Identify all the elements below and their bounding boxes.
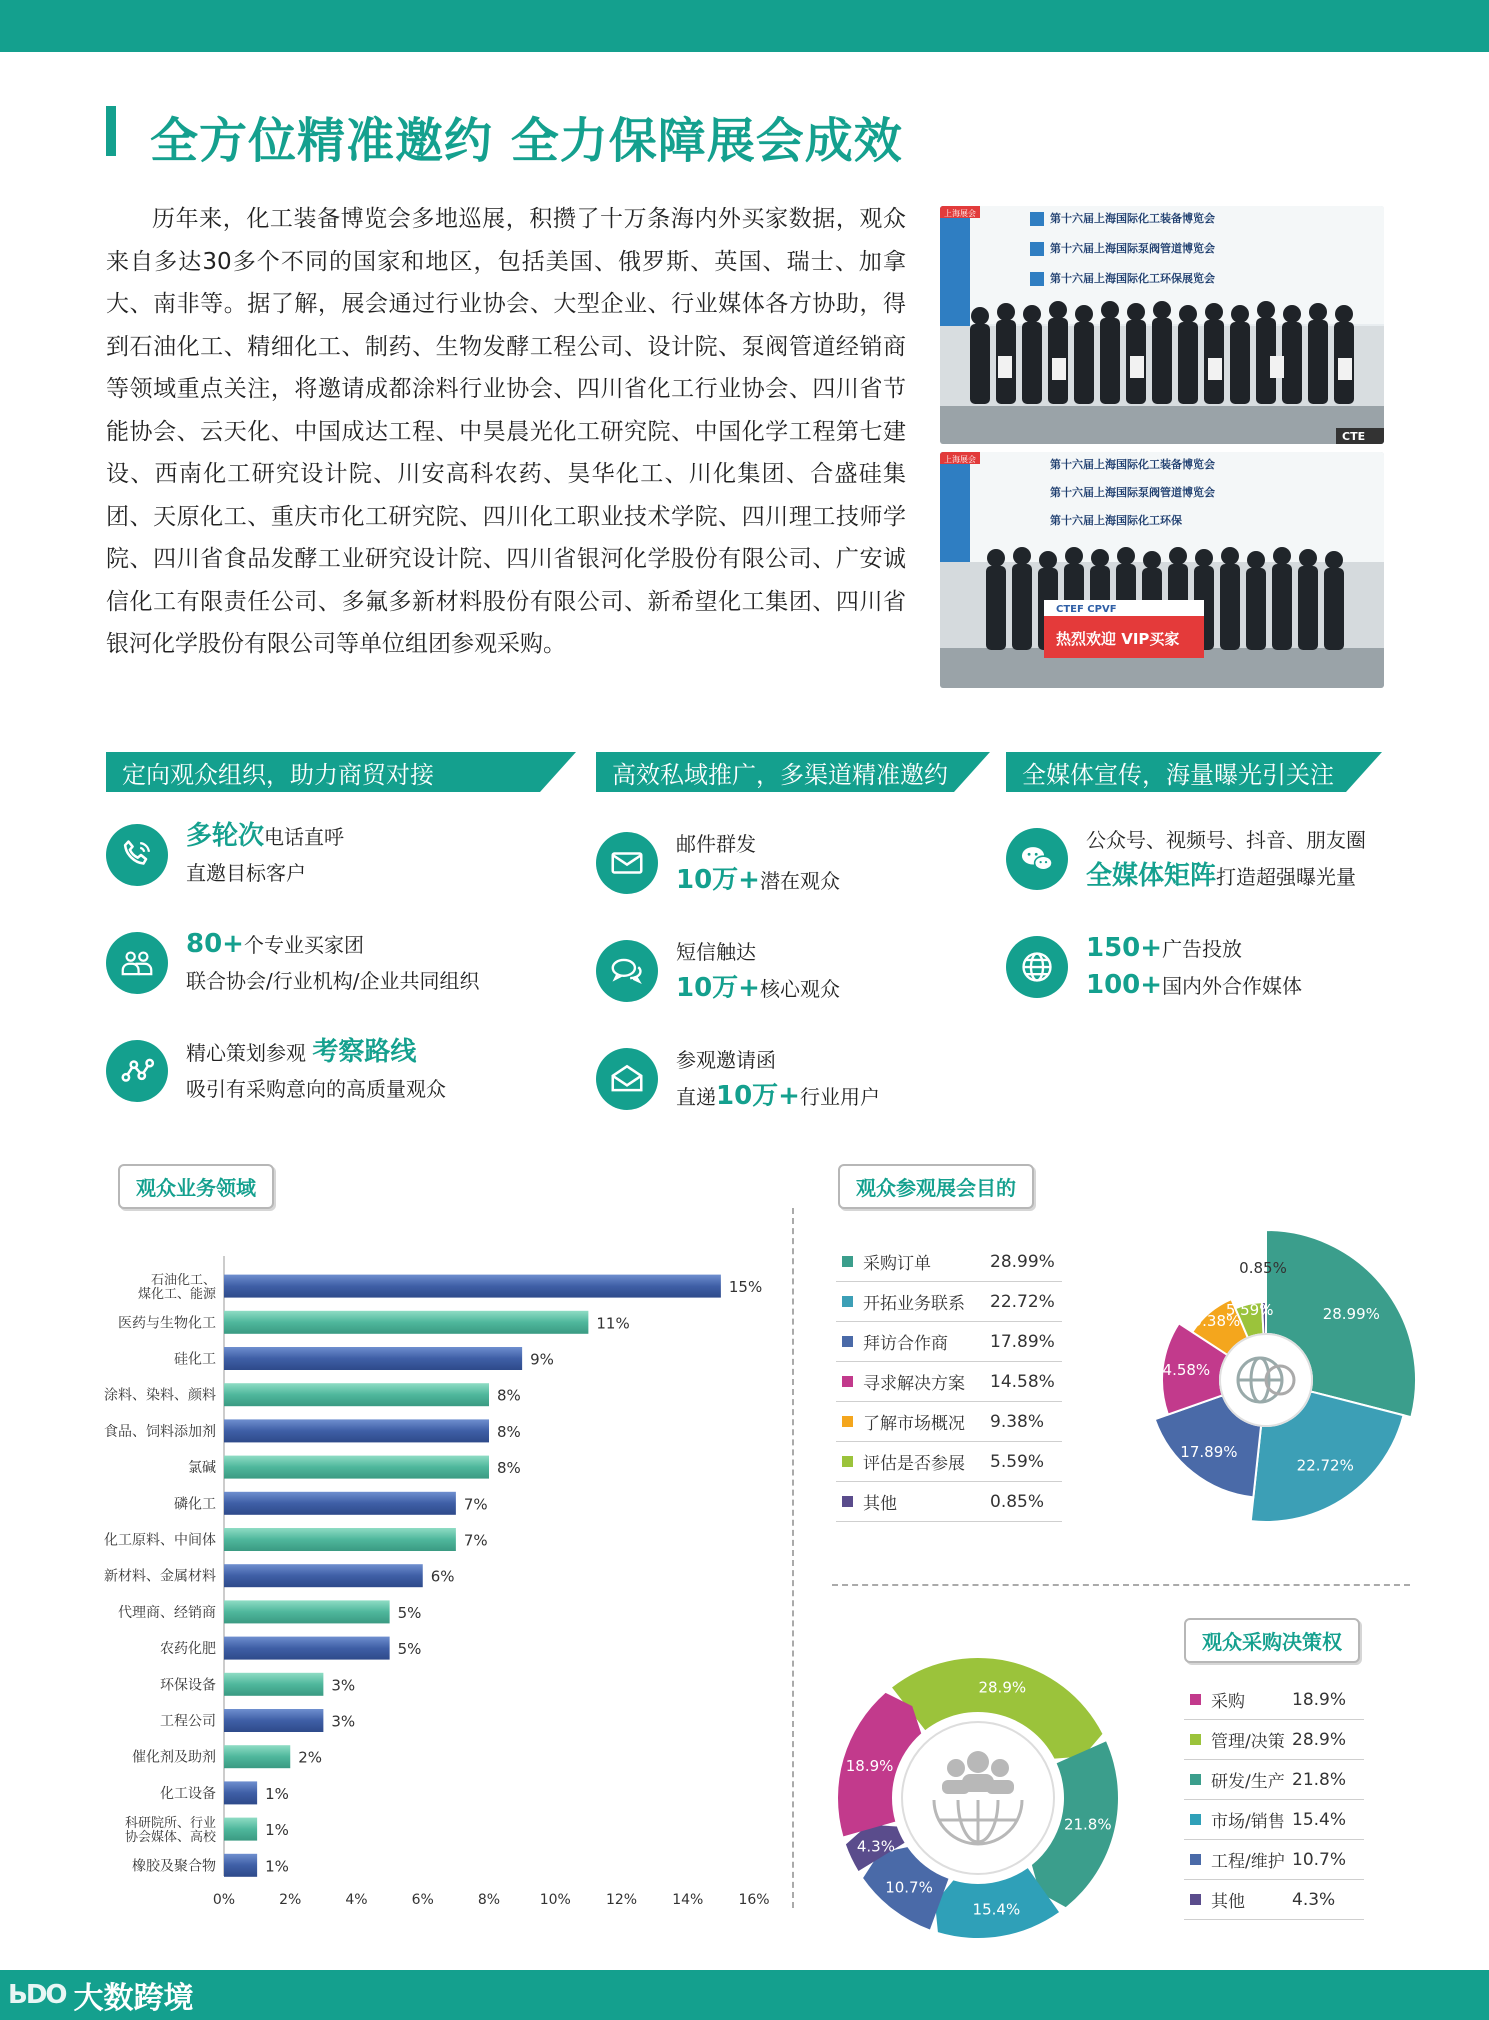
legend-row bbox=[1184, 1840, 1364, 1880]
feature-media-highlight: 全媒体矩阵 bbox=[1086, 861, 1217, 891]
legend-row bbox=[836, 1482, 1062, 1522]
photo-2-illustration bbox=[940, 452, 1384, 688]
legend-row bbox=[1184, 1680, 1364, 1720]
feature-visit-route bbox=[106, 1034, 446, 1107]
photo-1-line-2: 第十六届上海国际泵阀管道博览会 bbox=[1050, 242, 1215, 255]
legend-swatch bbox=[842, 1376, 853, 1387]
feature-media-matrix bbox=[1006, 822, 1366, 895]
legend-value: 28.99% bbox=[990, 1251, 1055, 1272]
legend-row bbox=[1184, 1880, 1364, 1920]
bar-category-label: 石油化工、 bbox=[150, 1273, 216, 1289]
group-icon bbox=[106, 932, 168, 994]
legend-label: 开拓业务联系 bbox=[863, 1294, 965, 1314]
cycle-value-label: 4.3% bbox=[856, 1837, 895, 1856]
legend-value: 10.7% bbox=[1292, 1849, 1347, 1870]
cycle-value-label: 28.9% bbox=[978, 1678, 1027, 1697]
rose-value-label: 22.72% bbox=[1296, 1456, 1354, 1475]
wechat-icon bbox=[1006, 828, 1068, 890]
mail-icon bbox=[596, 832, 658, 894]
legend-label: 研发/生产 bbox=[1211, 1772, 1285, 1792]
bar bbox=[224, 1347, 522, 1370]
feature-invitation-prefix: 直递 bbox=[676, 1085, 716, 1109]
globe-icon bbox=[1006, 936, 1068, 998]
banner-audience-organization bbox=[106, 752, 540, 792]
feature-route-highlight: 考察路线 bbox=[312, 1037, 417, 1067]
bar bbox=[224, 1275, 721, 1298]
rose-value-label: 0.85% bbox=[1239, 1259, 1287, 1278]
feature-email-line2: 潜在观众 bbox=[759, 869, 840, 893]
bar-value-label: 6% bbox=[430, 1567, 455, 1586]
legend-swatch bbox=[1190, 1854, 1201, 1865]
banner-private-promotion bbox=[596, 752, 954, 792]
rose-value-label: 28.99% bbox=[1322, 1304, 1380, 1323]
feature-sms-line1: 短信触达 bbox=[676, 940, 756, 964]
bar-category-label: 橡胶及聚合物 bbox=[132, 1858, 216, 1875]
feature-sms bbox=[596, 934, 840, 1007]
bar bbox=[224, 1709, 323, 1732]
intro-paragraph: 历年来，化工装备博览会多地巡展，积攒了十万条海内外买家数据，观众来自多达30多个不同的国家和地区，包括美国、俄罗斯、英国、瑞士、加拿大、南非等。据了解，展会通过行业协会、大型企业、行业媒体各方协助，得到石油化工、精细化工、制药、生物发酵工程公司、设计院、泵阀管道经销商等领域重点关注，将邀请成都涂料行业协会、四川省化工行业协会、四川省节能协会、云天化、中国成达工程、中昊晨光化工研究院、中国化学工程第七建设、西南化工研究设计院、川安高科农药、昊华化工、川化集团、合盛硅集团、天原化工、重庆市化工研究院、四川化工职业技术学院、四川理工技师学院、四川省食品发酵工业研究设计院、四川省银河化学股份有限公司、广安诚信化工有限责任公司、多氟多新材料股份有限公司、新希望化工集团、四川省银河化学股份有限公司等单位组团参观采购。 bbox=[106, 206, 906, 657]
legend-value: 28.9% bbox=[1292, 1729, 1347, 1750]
photo-2-banner: 热烈欢迎 VIP买家 bbox=[1056, 630, 1180, 648]
photo-2-banner-top: CTEF CPVF bbox=[1056, 604, 1117, 615]
legend-label: 其他 bbox=[1211, 1892, 1245, 1912]
footer-logo-mark: ЬDO bbox=[8, 1980, 66, 2010]
photo-2-line-1: 第十六届上海国际化工装备博览会 bbox=[1050, 458, 1215, 471]
bar-x-tick-label: 4% bbox=[345, 1892, 368, 1908]
bar bbox=[224, 1456, 489, 1479]
purchase-decision-cycle-chart bbox=[828, 1648, 1128, 1948]
bar-category-label: 磷化工 bbox=[174, 1496, 216, 1513]
business-field-bar-chart bbox=[60, 1250, 780, 1920]
bar-value-label: 5% bbox=[397, 1640, 422, 1659]
bar bbox=[224, 1637, 390, 1660]
bar bbox=[224, 1600, 390, 1623]
bar bbox=[224, 1528, 456, 1551]
bar-category-label: 科研院所、行业 bbox=[124, 1816, 216, 1832]
bar-x-tick-label: 16% bbox=[738, 1892, 770, 1908]
legend-swatch bbox=[1190, 1894, 1201, 1905]
bar-x-tick-label: 6% bbox=[411, 1892, 434, 1908]
photo-1-line-3: 第十六届上海国际化工环保展览会 bbox=[1050, 272, 1215, 285]
rose-value-label: 14.58% bbox=[1152, 1360, 1211, 1379]
legend-value: 21.8% bbox=[1292, 1769, 1347, 1790]
feature-ads-line1: 广告投放 bbox=[1162, 937, 1243, 961]
purpose-legend bbox=[836, 1242, 1062, 1522]
legend-label: 拜访合作商 bbox=[863, 1334, 948, 1354]
bar-value-label: 8% bbox=[497, 1422, 521, 1441]
legend-value: 4.3% bbox=[1292, 1889, 1336, 1910]
feature-ads-highlight: 150+ bbox=[1086, 933, 1163, 963]
feature-media-count-highlight: 100+ bbox=[1086, 970, 1163, 1000]
bar-category-label: 环保设备 bbox=[160, 1677, 216, 1694]
feature-groups-line1: 个专业买家团 bbox=[243, 933, 364, 957]
envelope-open-icon bbox=[596, 1048, 658, 1110]
bar-value-label: 1% bbox=[265, 1821, 289, 1840]
bar-category-label: 涂料、染料、颜料 bbox=[104, 1387, 216, 1404]
bar-value-label: 2% bbox=[298, 1748, 323, 1767]
bar-x-tick-label: 8% bbox=[477, 1892, 501, 1908]
legend-swatch bbox=[842, 1336, 853, 1347]
cycle-value-label: 18.9% bbox=[845, 1757, 894, 1776]
feature-advertising bbox=[1006, 930, 1302, 1004]
legend-label: 寻求解决方案 bbox=[863, 1374, 965, 1394]
feature-media-line1: 公众号、视频号、抖音、朋友圈 bbox=[1086, 828, 1366, 852]
legend-value: 17.89% bbox=[990, 1331, 1055, 1352]
cycle-value-label: 21.8% bbox=[1063, 1815, 1112, 1834]
legend-value: 18.9% bbox=[1292, 1689, 1347, 1710]
feature-buyer-groups bbox=[106, 926, 479, 999]
photo-2-line-2: 第十六届上海国际泵阀管道博览会 bbox=[1050, 486, 1215, 499]
legend-row bbox=[1184, 1760, 1364, 1800]
cycle-value-label: 15.4% bbox=[972, 1900, 1021, 1919]
bar-category-label: 食品、饲料添加剂 bbox=[104, 1423, 216, 1440]
bar-x-tick-label: 12% bbox=[605, 1892, 638, 1908]
bar-value-label: 1% bbox=[265, 1784, 289, 1803]
legend-label: 工程/维护 bbox=[1211, 1852, 1285, 1872]
banner-media-promotion bbox=[1006, 752, 1346, 792]
feature-phone-line2: 直邀目标客户 bbox=[186, 861, 306, 885]
legend-swatch bbox=[1190, 1814, 1201, 1825]
horizontal-divider bbox=[832, 1584, 1410, 1586]
decision-legend bbox=[1184, 1680, 1364, 1920]
legend-swatch bbox=[842, 1456, 853, 1467]
feature-route-line1: 精心策划参观 bbox=[186, 1041, 313, 1065]
feature-groups-highlight: 80+ bbox=[186, 929, 244, 959]
legend-label: 了解市场概况 bbox=[863, 1414, 965, 1434]
legend-value: 14.58% bbox=[990, 1371, 1055, 1392]
legend-swatch bbox=[1190, 1734, 1201, 1745]
tag-purchase-decision: 观众采购决策权 bbox=[1184, 1618, 1360, 1663]
photo-1-corner: 上海展会 bbox=[944, 209, 976, 218]
bar-value-label: 7% bbox=[463, 1495, 488, 1514]
bar-category-label: 硅化工 bbox=[174, 1351, 216, 1368]
bar-category-label: 新材料、金属材料 bbox=[104, 1568, 216, 1585]
legend-swatch bbox=[842, 1296, 853, 1307]
bar-category-label: 催化剂及助剂 bbox=[132, 1749, 216, 1766]
bar-category-label: 代理商、经销商 bbox=[118, 1604, 216, 1621]
exhibition-photo-2 bbox=[940, 452, 1384, 688]
phone-icon bbox=[106, 824, 168, 886]
feature-sms-highlight: 10万+ bbox=[676, 973, 760, 1003]
banner-2-label: 高效私域推广，多渠道精准邀约 bbox=[612, 760, 948, 789]
bar bbox=[224, 1311, 588, 1334]
legend-row bbox=[836, 1282, 1062, 1322]
legend-swatch bbox=[1190, 1774, 1201, 1785]
legend-label: 采购 bbox=[1211, 1692, 1245, 1712]
legend-label: 评估是否参展 bbox=[863, 1454, 965, 1474]
legend-row bbox=[836, 1402, 1062, 1442]
legend-value: 5.59% bbox=[990, 1451, 1045, 1472]
legend-row bbox=[1184, 1800, 1364, 1840]
footer-logo bbox=[8, 1975, 194, 2015]
feature-route-line2: 吸引有采购意向的高质量观众 bbox=[186, 1077, 446, 1101]
feature-groups-line2: 联合协会/行业机构/企业共同组织 bbox=[186, 969, 480, 993]
vertical-divider bbox=[792, 1208, 794, 1908]
tag-visit-purpose: 观众参观展会目的 bbox=[838, 1164, 1034, 1209]
legend-label: 其他 bbox=[863, 1494, 897, 1514]
rose-value-label: 5.59% bbox=[1225, 1300, 1274, 1319]
photo-2-corner: 上海展会 bbox=[944, 455, 976, 464]
legend-swatch bbox=[842, 1256, 853, 1267]
bar bbox=[224, 1419, 489, 1442]
legend-label: 管理/决策 bbox=[1211, 1732, 1285, 1752]
legend-swatch bbox=[1190, 1694, 1201, 1705]
feature-phone-call bbox=[106, 818, 344, 891]
photo-2-line-3: 第十六届上海国际化工环保 bbox=[1050, 514, 1182, 527]
bar-category-label: 农药化肥 bbox=[160, 1641, 216, 1658]
exhibition-photo-1 bbox=[940, 206, 1384, 444]
bar bbox=[224, 1673, 323, 1696]
legend-swatch bbox=[842, 1416, 853, 1427]
tag-business-field: 观众业务领域 bbox=[118, 1164, 274, 1209]
title-accent-bar bbox=[106, 106, 116, 156]
bar bbox=[224, 1383, 489, 1406]
bar-category-label: 化工原料、中间体 bbox=[104, 1532, 216, 1549]
legend-value: 0.85% bbox=[990, 1491, 1045, 1512]
bar-x-tick-label: 0% bbox=[212, 1892, 236, 1908]
legend-label: 采购订单 bbox=[863, 1254, 931, 1274]
bar-value-label: 3% bbox=[331, 1676, 356, 1695]
bar-value-label: 1% bbox=[265, 1857, 289, 1876]
feature-phone-line1: 电话直呼 bbox=[264, 825, 345, 849]
legend-value: 15.4% bbox=[1292, 1809, 1347, 1830]
visit-purpose-rose-chart bbox=[1100, 1180, 1420, 1540]
bar-category-label: 煤化工、能源 bbox=[137, 1287, 216, 1303]
bar-value-label: 8% bbox=[497, 1459, 521, 1478]
bar bbox=[224, 1745, 290, 1768]
bar bbox=[224, 1781, 257, 1804]
legend-label: 市场/销售 bbox=[1211, 1812, 1285, 1832]
legend-row bbox=[836, 1242, 1062, 1282]
bar-value-label: 15% bbox=[728, 1278, 763, 1297]
bar-category-label: 协会媒体、高校 bbox=[124, 1830, 216, 1846]
bar bbox=[224, 1564, 423, 1587]
bar-x-tick-label: 2% bbox=[279, 1892, 302, 1908]
legend-row bbox=[836, 1362, 1062, 1402]
cycle-center bbox=[902, 1722, 1054, 1874]
feature-ads-line2: 国内外合作媒体 bbox=[1162, 974, 1303, 998]
route-icon bbox=[106, 1040, 168, 1102]
bar-category-label: 工程公司 bbox=[160, 1713, 216, 1730]
legend-swatch bbox=[842, 1496, 853, 1507]
bar-x-tick-label: 14% bbox=[672, 1892, 704, 1908]
bar-value-label: 8% bbox=[497, 1386, 521, 1405]
bar-category-label: 氯碱 bbox=[188, 1460, 216, 1477]
bottom-bar bbox=[0, 1970, 1489, 2020]
legend-value: 9.38% bbox=[990, 1411, 1045, 1432]
bar-value-label: 11% bbox=[596, 1314, 630, 1333]
rose-value-label: 9.38% bbox=[1192, 1312, 1241, 1331]
top-bar bbox=[0, 0, 1489, 52]
chat-icon bbox=[596, 940, 658, 1002]
page-title: 全方位精准邀约 全力保障展会成效 bbox=[150, 113, 903, 169]
bar bbox=[224, 1492, 456, 1515]
legend-row bbox=[836, 1322, 1062, 1362]
bar bbox=[224, 1854, 257, 1877]
feature-email-highlight: 10万+ bbox=[676, 865, 760, 895]
bar bbox=[224, 1818, 257, 1841]
footer-logo-text: 大数跨境 bbox=[73, 1981, 194, 2016]
banner-1-label: 定向观众组织，助力商贸对接 bbox=[122, 760, 434, 789]
feature-sms-line2: 核心观众 bbox=[759, 977, 840, 1001]
bar-value-label: 3% bbox=[331, 1712, 356, 1731]
rose-value-label: 17.89% bbox=[1180, 1443, 1238, 1462]
feature-phone-highlight: 多轮次 bbox=[186, 821, 265, 851]
bar-category-label: 化工设备 bbox=[160, 1785, 216, 1802]
photo-1-line-1: 第十六届上海国际化工装备博览会 bbox=[1050, 212, 1215, 225]
feature-media-line2: 打造超强曝光量 bbox=[1216, 865, 1357, 889]
feature-email-line1: 邮件群发 bbox=[676, 832, 756, 856]
photo-1-mark: CTE bbox=[1342, 430, 1366, 443]
bar-x-tick-label: 10% bbox=[539, 1892, 571, 1908]
legend-row bbox=[1184, 1720, 1364, 1760]
feature-invitation-line2: 行业用户 bbox=[799, 1085, 880, 1109]
feature-invitation-line1: 参观邀请函 bbox=[676, 1048, 776, 1072]
photo-1-illustration bbox=[940, 206, 1384, 444]
banner-3-label: 全媒体宣传，海量曝光引关注 bbox=[1022, 760, 1334, 789]
feature-email bbox=[596, 826, 840, 899]
bar-category-label: 医药与生物化工 bbox=[118, 1315, 216, 1332]
cycle-value-label: 10.7% bbox=[885, 1878, 933, 1897]
feature-invitation-highlight: 10万+ bbox=[716, 1081, 800, 1111]
bar-value-label: 7% bbox=[463, 1531, 488, 1550]
legend-value: 22.72% bbox=[990, 1291, 1055, 1312]
legend-row bbox=[836, 1442, 1062, 1482]
bar-value-label: 9% bbox=[530, 1350, 554, 1369]
bar-value-label: 5% bbox=[397, 1603, 422, 1622]
feature-invitation bbox=[596, 1042, 880, 1115]
